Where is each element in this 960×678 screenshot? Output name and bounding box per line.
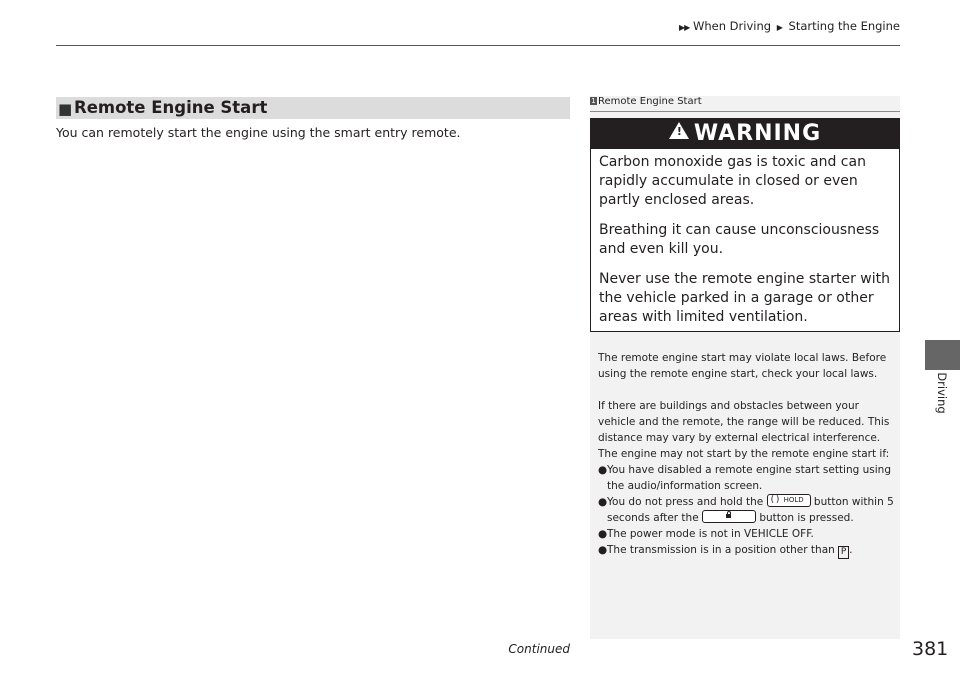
chapter-tab — [925, 340, 960, 370]
breadcrumb-section: When Driving — [693, 19, 772, 33]
breadcrumb-arrows-icon: ▶▶ — [679, 23, 690, 32]
bullet-text: button within 5 seconds after the — [607, 496, 894, 524]
breadcrumb — [0, 19, 900, 33]
continued-label: Continued — [508, 642, 570, 656]
note-local-laws: The remote engine start may violate local laws. Before using the remote engine start, check your local laws. — [598, 352, 887, 380]
warning-paragraph: Breathing it can cause unconsciousness and even kill you. — [599, 222, 880, 257]
warning-header — [591, 119, 899, 149]
reference-marker-icon: 1 — [591, 97, 596, 105]
warning-heading: WARNING — [693, 121, 822, 146]
section-intro-text: You can remotely start the engine using the smart entry remote. — [56, 125, 461, 140]
section-title: Remote Engine Start — [74, 98, 268, 117]
breadcrumb-page: Starting the Engine — [788, 19, 900, 33]
bullet-text: button is pressed. — [759, 512, 854, 524]
bullet-icon: ● — [598, 528, 608, 540]
warning-paragraph: Never use the remote engine starter with the vehicle parked in a garage or other areas with limited ventilation. — [599, 271, 890, 325]
gear-position-icon: P — [838, 546, 849, 559]
lock-button-icon — [702, 510, 756, 523]
bullet-icon: ● — [598, 496, 608, 508]
bullet-text: The power mode is not in VEHICLE OFF. — [607, 528, 814, 540]
note-range: If there are buildings and obstacles between your vehicle and the remote, the range will be reduced. This distance may vary by external electrical interference. — [598, 400, 890, 444]
list-item — [598, 526, 894, 542]
bullet-text: You do not press and hold the — [607, 496, 764, 508]
chapter-tab-label: Driving — [935, 372, 949, 414]
list-item — [598, 462, 894, 494]
section-heading-bar — [56, 97, 570, 119]
bullet-icon: ● — [598, 464, 608, 476]
side-note-heading — [590, 96, 900, 112]
note-conditions: The engine may not start by the remote engine start if: — [598, 448, 890, 460]
breadcrumb-separator-icon: ▶ — [776, 23, 783, 32]
bullet-text: The transmission is in a position other than — [607, 544, 835, 556]
warning-body — [591, 149, 899, 327]
section-square-icon: ■ — [58, 100, 73, 118]
bullet-text: You have disabled a remote engine start setting using the audio/information screen. — [607, 464, 891, 492]
warning-triangle-icon: ! — [669, 122, 689, 139]
side-notes — [598, 350, 894, 559]
side-note-panel — [590, 96, 900, 639]
warning-box — [590, 118, 900, 332]
remote-start-hold-button-icon: ( ) HOLD — [767, 494, 811, 507]
page-number: 381 — [912, 638, 949, 660]
side-note-title: Remote Engine Start — [598, 96, 702, 107]
bullet-icon: ● — [598, 544, 608, 556]
warning-paragraph: Carbon monoxide gas is toxic and can rapidly accumulate in closed or even partly enclosed areas. — [599, 154, 866, 208]
list-item: ● The transmission is in a position other than P . — [598, 544, 853, 557]
header-divider — [56, 45, 900, 46]
list-item — [598, 494, 894, 526]
